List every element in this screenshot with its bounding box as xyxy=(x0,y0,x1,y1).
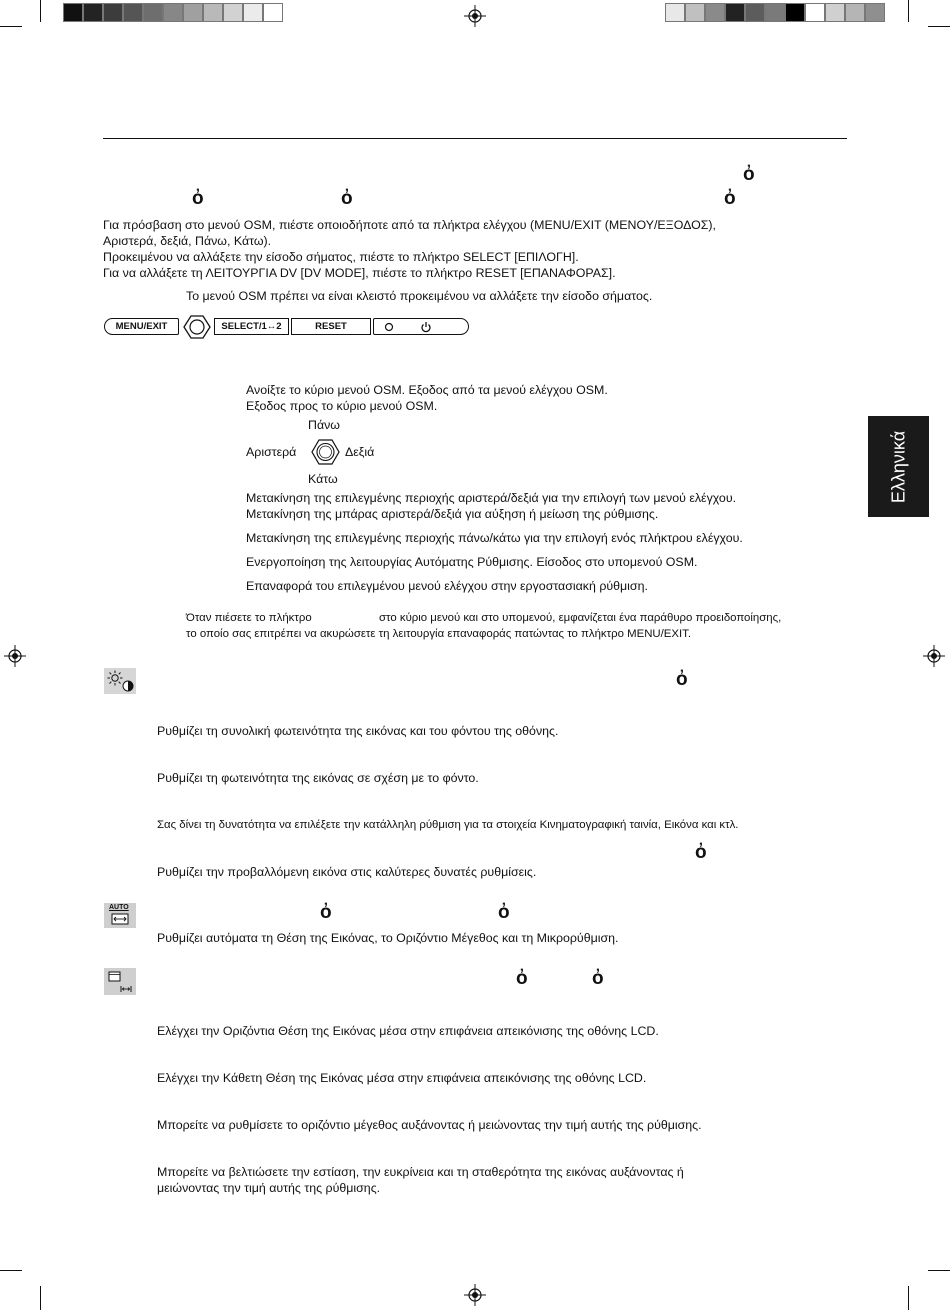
color-swatch xyxy=(745,3,765,22)
auto-adjust-text: Ρυθμίζει αυτόματα τη Θέση της Εικόνας, το Οριζόντιο Μέγεθος και τη Μικρορύθμιση. xyxy=(157,931,619,945)
crop-mark xyxy=(928,1270,950,1271)
reset-label: RESET xyxy=(315,321,347,332)
reset-note: Όταν πιέσετε το πλήκτρο xyxy=(186,612,312,624)
power-icon xyxy=(420,321,432,333)
language-tab-label: Ελληνικά xyxy=(888,430,908,503)
color-swatch xyxy=(685,3,705,22)
color-swatch xyxy=(103,3,123,22)
crop-mark xyxy=(0,26,22,27)
h-position-description: Ελέγχει την Οριζόντια Θέση της Εικόνας μέσα στην επιφάνεια απεικόνισης της οθόνης LCD. xyxy=(157,1024,659,1038)
auto-icon-label: AUTO xyxy=(109,904,129,911)
contrast-description: Ρυθμίζει τη φωτεινότητα της εικόνας σε σχέση με το φόντο. xyxy=(157,771,479,785)
reset-description: Επαναφορά του επιλεγμένου μενού ελέγχου στην εργοστασιακή ρύθμιση. xyxy=(246,579,648,593)
crop-mark xyxy=(40,1286,41,1310)
crop-mark xyxy=(908,1286,909,1310)
position-size-icon xyxy=(104,968,136,995)
color-swatch xyxy=(845,3,865,22)
intro-line: Αριστερά, δεξιά, Πάνω, Κάτω). xyxy=(103,234,272,248)
heading-glyph: ὀ xyxy=(320,902,332,923)
auto-adjust-description: Ρυθμίζει την προβαλλόμενη εικόνα στις καλύτερες δυνατές ρυθμίσεις. xyxy=(157,865,537,879)
power-button[interactable] xyxy=(373,318,469,335)
heading-glyph: ὀ xyxy=(341,188,353,209)
heading-glyph: ὀ xyxy=(743,164,755,185)
color-swatch xyxy=(163,3,183,22)
crop-mark xyxy=(0,1270,22,1271)
select-button[interactable] xyxy=(214,318,289,335)
h-size-description: Μπορείτε να ρυθμίσετε το οριζόντιο μέγεθος αυξάνοντας ή μειώνοντας την τιμή αυτής της ρύθμισης. xyxy=(157,1118,702,1132)
select-description: Ενεργοποίηση της λειτουργίας Αυτόματης Ρύθμισης. Είσοδος στο υπομενού OSM. xyxy=(246,555,698,569)
color-swatch xyxy=(143,3,163,22)
color-swatch xyxy=(263,3,283,22)
color-swatch xyxy=(725,3,745,22)
direction-pad-icon[interactable] xyxy=(182,314,212,340)
menu-exit-button[interactable] xyxy=(104,318,179,335)
language-tab xyxy=(868,416,929,517)
color-swatch xyxy=(183,3,203,22)
intro-note: Το μενού OSM πρέπει να είναι κλειστό προκειμένου να αλλάξετε την είσοδο σήματος. xyxy=(186,289,653,303)
color-swatch xyxy=(825,3,845,22)
color-swatch xyxy=(123,3,143,22)
color-swatch xyxy=(243,3,263,22)
heading-glyph: ὀ xyxy=(192,188,204,209)
intro-line: Για να αλλάξετε τη ΛΕΙΤΟΥΡΓΙΑ DV [DV MODE], πιέστε το πλήκτρο RESET [ΕΠΑΝΑΦΟΡΑΣ]. xyxy=(103,266,616,280)
fine-description: Μπορείτε να βελτιώσετε την εστίαση, την ευκρίνεια και τη σταθερότητα της εικόνας αυξάνοντας ή xyxy=(157,1165,684,1179)
intro-line: Προκειμένου να αλλάξετε την είσοδο σήματος, πιέστε το πλήκτρο SELECT [ΕΠΙΛΟΓΗ]. xyxy=(103,250,579,264)
menu-description: Εξοδος προς το κύριο μενού OSM. xyxy=(246,399,438,413)
heading-glyph: ὀ xyxy=(724,188,736,209)
color-swatch xyxy=(805,3,825,22)
reset-note: το οποίο σας επιτρέπει να ακυρώσετε τη λειτουργία επαναφοράς πατώντας το πλήκτρο MENU/EXIT. xyxy=(186,628,692,640)
color-swatch xyxy=(223,3,243,22)
heading-glyph: ὀ xyxy=(592,968,604,989)
color-swatch xyxy=(63,3,83,22)
menu-description: Ανοίξτε το κύριο μενού OSM. Εξοδος από τα μενού ελέγχου OSM. xyxy=(246,383,608,397)
fine-description: μειώνοντας την τιμή αυτής της ρύθμισης. xyxy=(157,1181,381,1195)
heading-glyph: ὀ xyxy=(516,968,528,989)
registration-mark-top xyxy=(464,5,486,27)
up-down-description: Μετακίνηση της επιλεγμένης περιοχής πάνω/κάτω για την επιλογή ενός πλήκτρου ελέγχου. xyxy=(246,531,743,545)
heading-glyph: ὀ xyxy=(695,842,707,863)
header-rule xyxy=(103,138,847,139)
registration-mark-left xyxy=(4,645,26,667)
color-swatch xyxy=(705,3,725,22)
v-position-description: Ελέγχει την Κάθετη Θέση της Εικόνας μέσα στην επιφάνεια απεικόνισης της οθόνης LCD. xyxy=(157,1071,647,1085)
reset-note: στο κύριο μενού και στο υπομενού, εμφανίζεται ένα παράθυρο προειδοποίησης, xyxy=(379,612,782,624)
crop-mark xyxy=(40,0,41,22)
dpad-right-label: Δεξιά xyxy=(345,445,375,459)
brightness-contrast-icon xyxy=(104,668,136,694)
reset-button[interactable] xyxy=(291,318,371,335)
color-swatch xyxy=(785,3,805,22)
intro-line: Για πρόσβαση στο μενού OSM, πιέστε οποιοδήποτε από τα πλήκτρα ελέγχου (MENU/EXIT (ΜΕΝΟΥ/ΕΞΟΔΟΣ), xyxy=(103,218,716,232)
color-swatch xyxy=(765,3,785,22)
crop-mark xyxy=(908,0,909,22)
color-swatch xyxy=(865,3,885,22)
direction-pad-icon xyxy=(310,438,341,466)
dpad-up-label: Πάνω xyxy=(308,418,340,432)
dv-mode-description: Σας δίνει τη δυνατότητα να επιλέξετε την κατάλληλη ρύθμιση για τα στοιχεία Κινηματογραφική ταινία, Εικόνα και κτλ. xyxy=(157,819,739,831)
menu-exit-label: MENU/EXIT xyxy=(115,321,168,332)
brightness-description: Ρυθμίζει τη συνολική φωτεινότητα της εικόνας και του φόντου της οθόνης. xyxy=(157,724,559,738)
dpad-down-label: Κάτω xyxy=(308,472,338,486)
color-swatch xyxy=(203,3,223,22)
registration-mark-right xyxy=(923,645,945,667)
dpad-left-label: Αριστερά xyxy=(246,445,297,459)
power-led-icon xyxy=(384,322,394,332)
color-swatch xyxy=(665,3,685,22)
select-label: SELECT/1↔2 xyxy=(221,321,282,332)
heading-glyph: ὀ xyxy=(498,902,510,923)
left-right-description: Μετακίνηση της μπάρας αριστερά/δεξιά για αύξηση ή μείωση της ρύθμισης. xyxy=(246,507,659,521)
color-swatch xyxy=(83,3,103,22)
registration-mark-bottom xyxy=(464,1284,486,1306)
crop-mark xyxy=(928,26,950,27)
heading-glyph: ὀ xyxy=(676,669,688,690)
auto-adjust-icon xyxy=(104,903,136,928)
left-right-description: Μετακίνηση της επιλεγμένης περιοχής αριστερά/δεξιά για την επιλογή των μενού ελέγχου. xyxy=(246,491,737,505)
